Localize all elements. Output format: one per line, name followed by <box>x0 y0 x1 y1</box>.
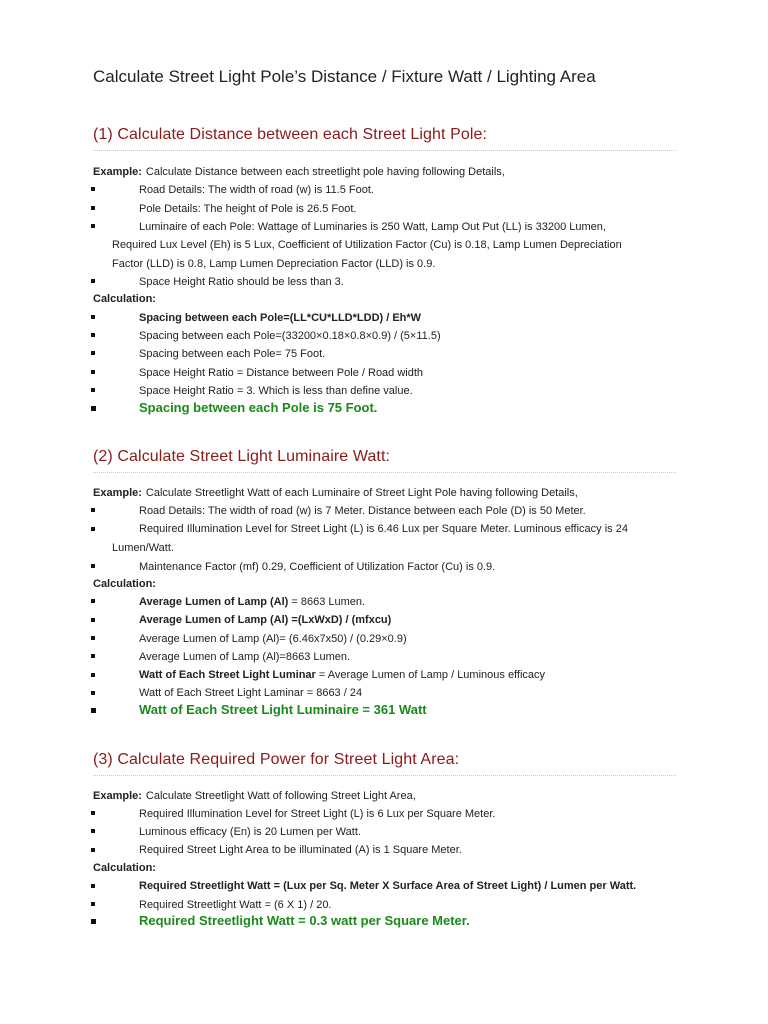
calc-item: Spacing between each Pole=(33200×0.18×0.8×0.9) / (5×11.5) <box>139 330 441 342</box>
section-1-heading: (1) Calculate Distance between each Street Light Pole: <box>93 126 488 143</box>
detail-item: Road Details: The width of road (w) is 11.5 Foot. <box>139 184 374 196</box>
calc-item <box>139 613 391 627</box>
bullet <box>91 224 95 228</box>
bullet <box>91 848 95 852</box>
calculation-label: Calculation: <box>93 862 156 874</box>
section-3-result: Required Streetlight Watt = 0.3 watt per Square Meter. <box>139 913 470 928</box>
detail-item: Maintenance Factor (mf) 0.29, Coefficient of Utilization Factor (Cu) is 0.9. <box>139 561 496 573</box>
bullet <box>91 279 95 283</box>
bullet <box>91 673 95 677</box>
calc-item: Required Streetlight Watt = (Lux per Sq. Meter X Surface Area of Street Light) / Lumen per Watt. <box>139 880 637 892</box>
detail-item-continued: Factor (LLD) is 0.8, Lamp Lumen Depreciation Factor (LLD) is 0.9. <box>112 258 436 270</box>
bullet <box>91 388 95 392</box>
bullet <box>91 654 95 658</box>
bullet <box>91 206 95 210</box>
calc-item-term: Watt of Each Street Light Luminar <box>139 669 316 681</box>
section-2-heading: (2) Calculate Street Light Luminaire Watt: <box>93 448 391 465</box>
section-2-divider <box>93 472 676 473</box>
section-3-divider <box>93 775 676 776</box>
example-label: Example: <box>93 790 142 802</box>
calc-item: Space Height Ratio = 3. Which is less than define value. <box>139 385 413 397</box>
calc-item: Spacing between each Pole= 75 Foot. <box>139 348 326 360</box>
bullet <box>91 829 95 833</box>
bullet <box>91 884 95 888</box>
calc-item: Average Lumen of Lamp (Al)=8663 Lumen. <box>139 651 351 663</box>
bullet <box>91 333 95 337</box>
bullet <box>91 527 95 531</box>
detail-item: Road Details: The width of road (w) is 7 Meter. Distance between each Pole (D) is 50 Meter. <box>139 505 586 517</box>
example-text: Calculate Distance between each streetlight pole having following Details, <box>145 166 505 178</box>
calc-item <box>139 595 365 609</box>
detail-item: Space Height Ratio should be less than 3. <box>139 276 344 288</box>
section-1-example <box>93 165 505 179</box>
detail-item-continued: Lumen/Watt. <box>112 542 174 554</box>
bullet <box>91 919 96 924</box>
section-2-result: Watt of Each Street Light Luminaire = 361 Watt <box>139 702 427 717</box>
document-title: Calculate Street Light Pole’s Distance / Fixture Watt / Lighting Area <box>93 67 596 86</box>
calc-item <box>139 668 545 682</box>
bullet <box>91 351 95 355</box>
calc-item: Spacing between each Pole=(LL*CU*LLD*LDD) / Eh*W <box>139 312 422 324</box>
section-1-divider <box>93 150 676 151</box>
section-3-example <box>93 789 416 803</box>
calc-item: Average Lumen of Lamp (Al)= (6.46x7x50) / (0.29×0.9) <box>139 633 407 645</box>
bullet <box>91 187 95 191</box>
section-2-example <box>93 486 578 500</box>
detail-item-continued: Required Lux Level (Eh) is 5 Lux, Coefficient of Utilization Factor (Cu) is 0.18, Lamp Lumen Depreciation <box>112 239 622 251</box>
bullet <box>91 599 95 603</box>
calc-item-value: = Average Lumen of Lamp / Luminous efficacy <box>315 669 546 681</box>
example-label: Example: <box>93 487 142 499</box>
calc-item-term: Average Lumen of Lamp (Al) <box>139 596 289 608</box>
calc-item-term: Average Lumen of Lamp (Al) =(LxWxD) / (mfxcu) <box>139 614 392 626</box>
bullet <box>91 902 95 906</box>
calculation-label: Calculation: <box>93 578 156 590</box>
calc-item-value: = 8663 Lumen. <box>288 596 366 608</box>
bullet <box>91 315 95 319</box>
bullet <box>91 708 96 713</box>
calc-item: Watt of Each Street Light Laminar = 8663 / 24 <box>139 687 363 699</box>
bullet <box>91 564 95 568</box>
calc-item: Required Streetlight Watt = (6 X 1) / 20. <box>139 899 332 911</box>
detail-item: Pole Details: The height of Pole is 26.5 Foot. <box>139 203 357 215</box>
section-1-result: Spacing between each Pole is 75 Foot. <box>139 400 378 415</box>
detail-item: Luminous efficacy (En) is 20 Lumen per Watt. <box>139 826 361 838</box>
bullet <box>91 691 95 695</box>
calculation-label: Calculation: <box>93 293 156 305</box>
example-label: Example: <box>93 166 142 178</box>
bullet <box>91 636 95 640</box>
bullet <box>91 508 95 512</box>
bullet <box>91 406 96 411</box>
detail-item: Required Illumination Level for Street Light (L) is 6.46 Lux per Square Meter. Luminous efficacy is 24 <box>139 523 628 535</box>
detail-item: Required Illumination Level for Street Light (L) is 6 Lux per Square Meter. <box>139 808 496 820</box>
example-text: Calculate Streetlight Watt of each Luminaire of Street Light Pole having following Details, <box>145 487 578 499</box>
detail-item: Luminaire of each Pole: Wattage of Luminaries is 250 Watt, Lamp Out Put (LL) is 33200 Lumen, <box>139 221 606 233</box>
detail-item: Required Street Light Area to be illuminated (A) is 1 Square Meter. <box>139 844 462 856</box>
example-text: Calculate Streetlight Watt of following Street Light Area, <box>145 790 416 802</box>
section-3-heading: (3) Calculate Required Power for Street Light Area: <box>93 751 460 768</box>
bullet <box>91 811 95 815</box>
bullet <box>91 370 95 374</box>
calc-item: Space Height Ratio = Distance between Pole / Road width <box>139 367 424 379</box>
bullet <box>91 618 95 622</box>
